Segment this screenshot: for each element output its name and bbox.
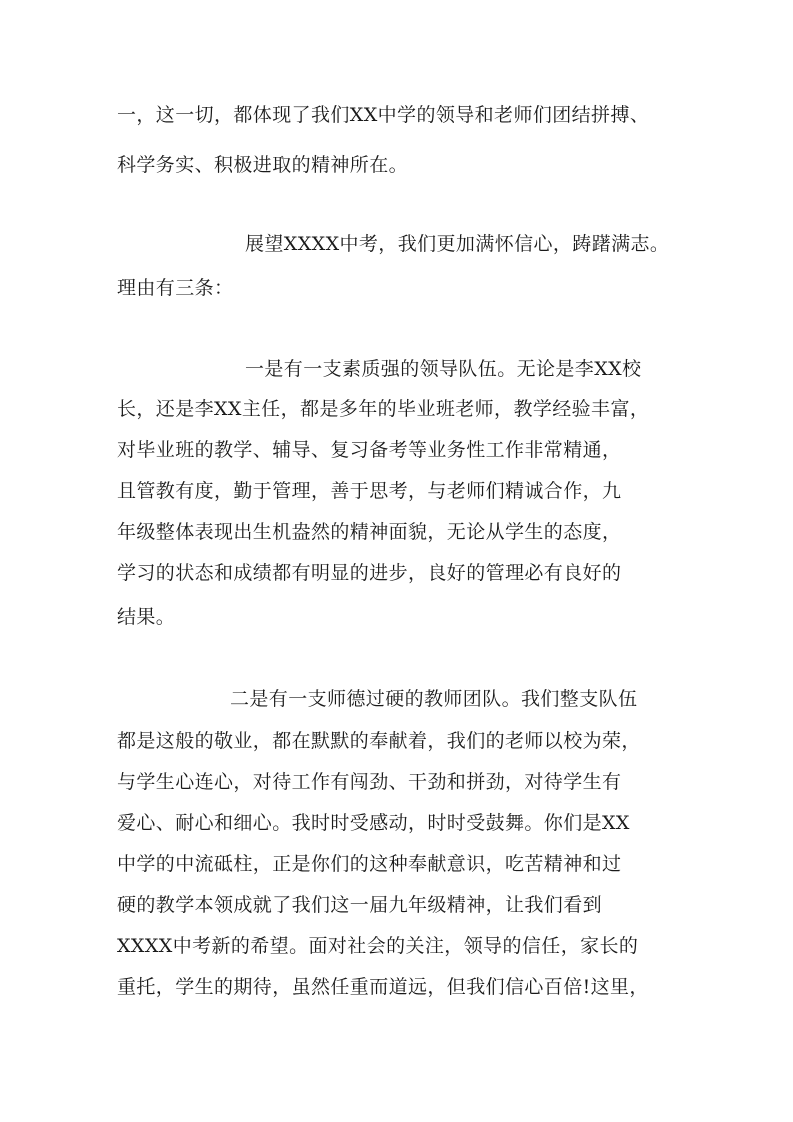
text-line: 学习的状态和成绩都有明显的进步，良好的管理必有良好的: [117, 562, 622, 584]
text-line: 一，这一切，都体现了我们XX中学的领导和老师们团结拼搏、: [117, 104, 650, 126]
text-line: 年级整体表现出生机盎然的精神面貌，无论从学生的态度，: [117, 521, 622, 543]
text-line: 中学的中流砥柱，正是你们的这种奉献意识，吃苦精神和过: [117, 853, 622, 875]
text-line: 硬的教学本领成就了我们这一届九年级精神，让我们看到: [117, 894, 603, 916]
text-line: 都是这般的敬业，都在默默的奉献着，我们的老师以校为荣，: [117, 730, 641, 752]
text-line: 对毕业班的教学、辅导、复习备考等业务性工作非常精通，: [117, 439, 622, 461]
text-line: 一是有一支素质强的领导队伍。无论是李XX校: [245, 358, 642, 380]
text-line: 科学务实、积极进取的精神所在。: [117, 154, 409, 176]
text-line: 且管教有度，勤于管理，善于思考，与老师们精诚合作，九: [117, 480, 622, 502]
text-line: 长，还是李XX主任，都是多年的毕业班老师，教学经验丰富，: [117, 398, 650, 420]
text-line: XXXX中考新的希望。面对社会的关注，领导的信任，家长的: [117, 935, 639, 957]
text-line: 结果。: [117, 606, 176, 628]
text-line: 与学生心连心，对待工作有闯劲、干劲和拼劲，对待学生有: [117, 771, 622, 793]
text-line: 理由有三条：: [117, 277, 234, 299]
text-line: 展望XXXX中考，我们更加满怀信心，踌躇满志。: [245, 233, 670, 255]
text-line: 重托，学生的期待，虽然任重而道远，但我们信心百倍!这里，: [117, 976, 649, 998]
text-line: 二是有一支师德过硬的教师团队。我们整支队伍: [230, 688, 638, 710]
text-line: 爱心、耐心和细心。我时时受感动，时时受鼓舞。你们是XX: [117, 812, 630, 834]
